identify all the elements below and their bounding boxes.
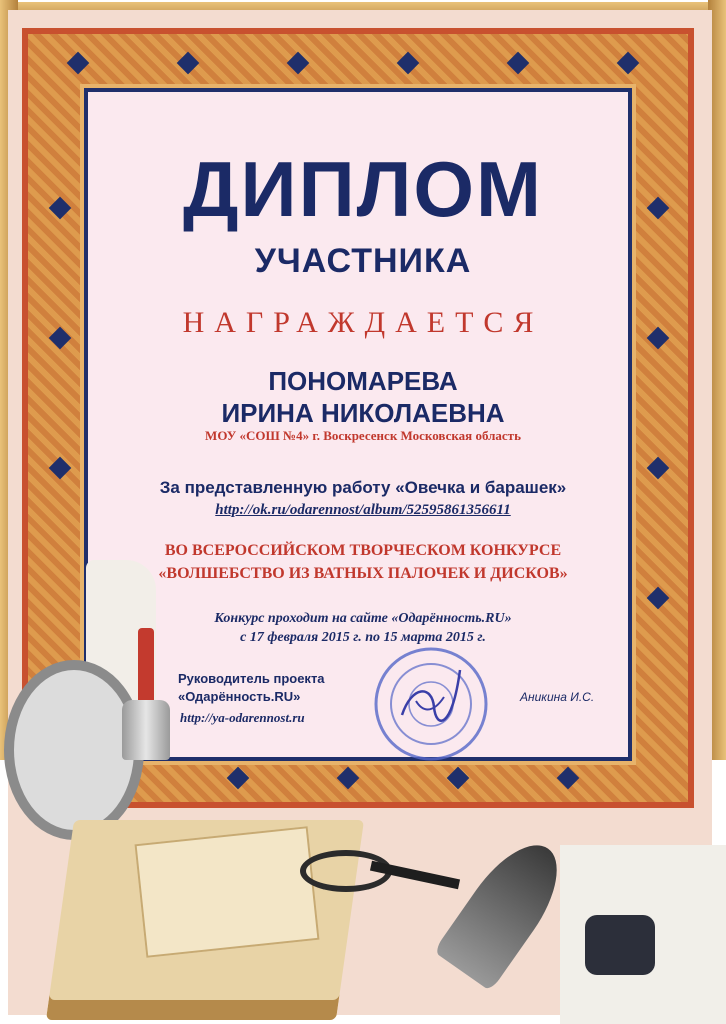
inkwell-illustration [585, 915, 655, 975]
project-url[interactable]: http://ya-odarennost.ru [180, 710, 305, 725]
work-link[interactable]: http://ok.ru/odarennost/album/52595861356611 [215, 502, 511, 518]
signer-name: Аникина И.С. [520, 690, 595, 704]
open-book-illustration [135, 826, 320, 958]
awarded-label: НАГРАЖДАЕТСЯ [182, 306, 544, 339]
project-leader-label [178, 670, 325, 706]
project-leader-line-1: Руководитель проекта [178, 671, 325, 686]
candlestick-illustration [122, 700, 170, 760]
contest-line-2: «ВОЛШЕБСТВО ИЗ ВАТНЫХ ПАЛОЧЕК И ДИСКОВ» [158, 565, 568, 582]
contest-line-1: ВО ВСЕРОССИЙСКОМ ТВОРЧЕСКОМ КОНКУРСЕ [164, 542, 562, 559]
work-line: За представленную работу «Овечка и барашек» [159, 478, 567, 497]
recipient-surname: ПОНОМАРЕВА [268, 366, 458, 396]
diploma-title: ДИПЛОМ [182, 145, 544, 233]
diploma-subtitle: УЧАСТНИКА [254, 242, 472, 280]
school-line: МОУ «СОШ №4» г. Воскресенск Московская область [205, 428, 521, 443]
project-leader-line-2: «Одарённость.RU» [178, 689, 301, 704]
seal-stamp-icon [372, 645, 490, 763]
site-line-1: Конкурс проходит на сайте «Одарённость.RU» [214, 611, 512, 626]
recipient-given-names: ИРИНА НИКОЛАЕВНА [221, 398, 505, 428]
site-line-2: с 17 февраля 2015 г. по 15 марта 2015 г. [240, 630, 486, 645]
